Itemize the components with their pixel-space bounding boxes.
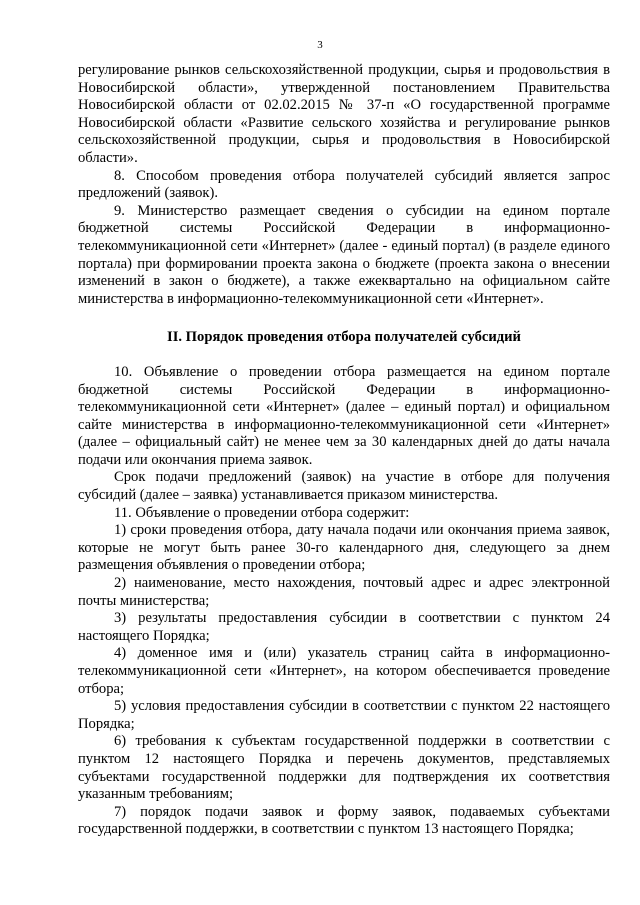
list-item-4: 4) доменное имя и (или) указатель страниц сайта в информационно-телекоммуникационной сети «Интернет», на котором обеспечивается проведение отбора; — [78, 645, 610, 697]
list-item-1: 1) сроки проведения отбора, дату начала подачи или окончания приема заявок, которые не могут быть ранее 30-го календарного дня, следующего за днем размещения объявления о проведении отбора; — [78, 522, 610, 574]
page-number: 3 — [317, 39, 323, 51]
list-item-5: 5) условия предоставления субсидии в соответствии с пунктом 22 настоящего Порядка; — [78, 698, 610, 732]
paragraph-item-8: 8. Способом проведения отбора получателей субсидий является запрос предложений (заявок). — [78, 167, 610, 202]
paragraph-item-10: 10. Объявление о проведении отбора размещается на едином портале бюджетной системы Российской Федерации в информационно-телекоммуникационной сети «Интернет» (далее – единый портал) и официальном сайте министерства в информационно-телекоммуникационной сети «Интернет» (далее – официальный сайт) не менее чем за 30 календарных дней до даты начала подачи или окончания приема заявок. — [78, 363, 610, 468]
section-heading: II. Порядок проведения отбора получателей субсидий — [167, 329, 521, 346]
list-item-7: 7) порядок подачи заявок и форму заявок, подаваемых субъектами государственной поддержки, в соответствии с пунктом 13 настоящего Порядка; — [78, 803, 610, 838]
document-body — [78, 62, 610, 839]
paragraph-item-9: 9. Министерство размещает сведения о субсидии на едином портале бюджетной системы Российской Федерации в информационно-телекоммуникационной сети «Интернет» (далее - единый портал) (в разделе единого портала) при формировании проекта закона о бюджете (проекта закона о внесении изменений в закон о бюджете), а также ежеквартально на официальном сайте министерства в информационно-телекоммуникационной сети «Интернет». — [78, 202, 610, 307]
paragraph-deadline: Срок подачи предложений (заявок) на участие в отборе для получения субсидий (далее – заявка) устанавливается приказом министерства. — [78, 469, 610, 504]
list-item-6: 6) требования к субъектам государственной поддержки в соответствии с пунктом 12 настоящего Порядка и перечень документов, представляемых субъектами государственной поддержки для подтверждения их соответствия указанным требованиям; — [78, 733, 610, 803]
paragraph-item-11: 11. Объявление о проведении отбора содержит: — [114, 504, 410, 521]
list-item-2: 2) наименование, место нахождения, почтовый адрес и адрес электронной почты министерства; — [78, 575, 610, 609]
paragraph-continuation: регулирование рынков сельскохозяйственной продукции, сырья и продовольствия в Новосибирской области», утвержденной постановлением Правительства Новосибирской области от 02.02.2015 № 37-п «О государственной программе Новосибирской области «Развитие сельского хозяйства и регулирование рынков сельскохозяйственной продукции, сырья и продовольствия в Новосибирской области». — [78, 62, 610, 166]
list-item-3: 3) результаты предоставления субсидии в соответствии с пунктом 24 настоящего Порядка; — [78, 610, 610, 644]
